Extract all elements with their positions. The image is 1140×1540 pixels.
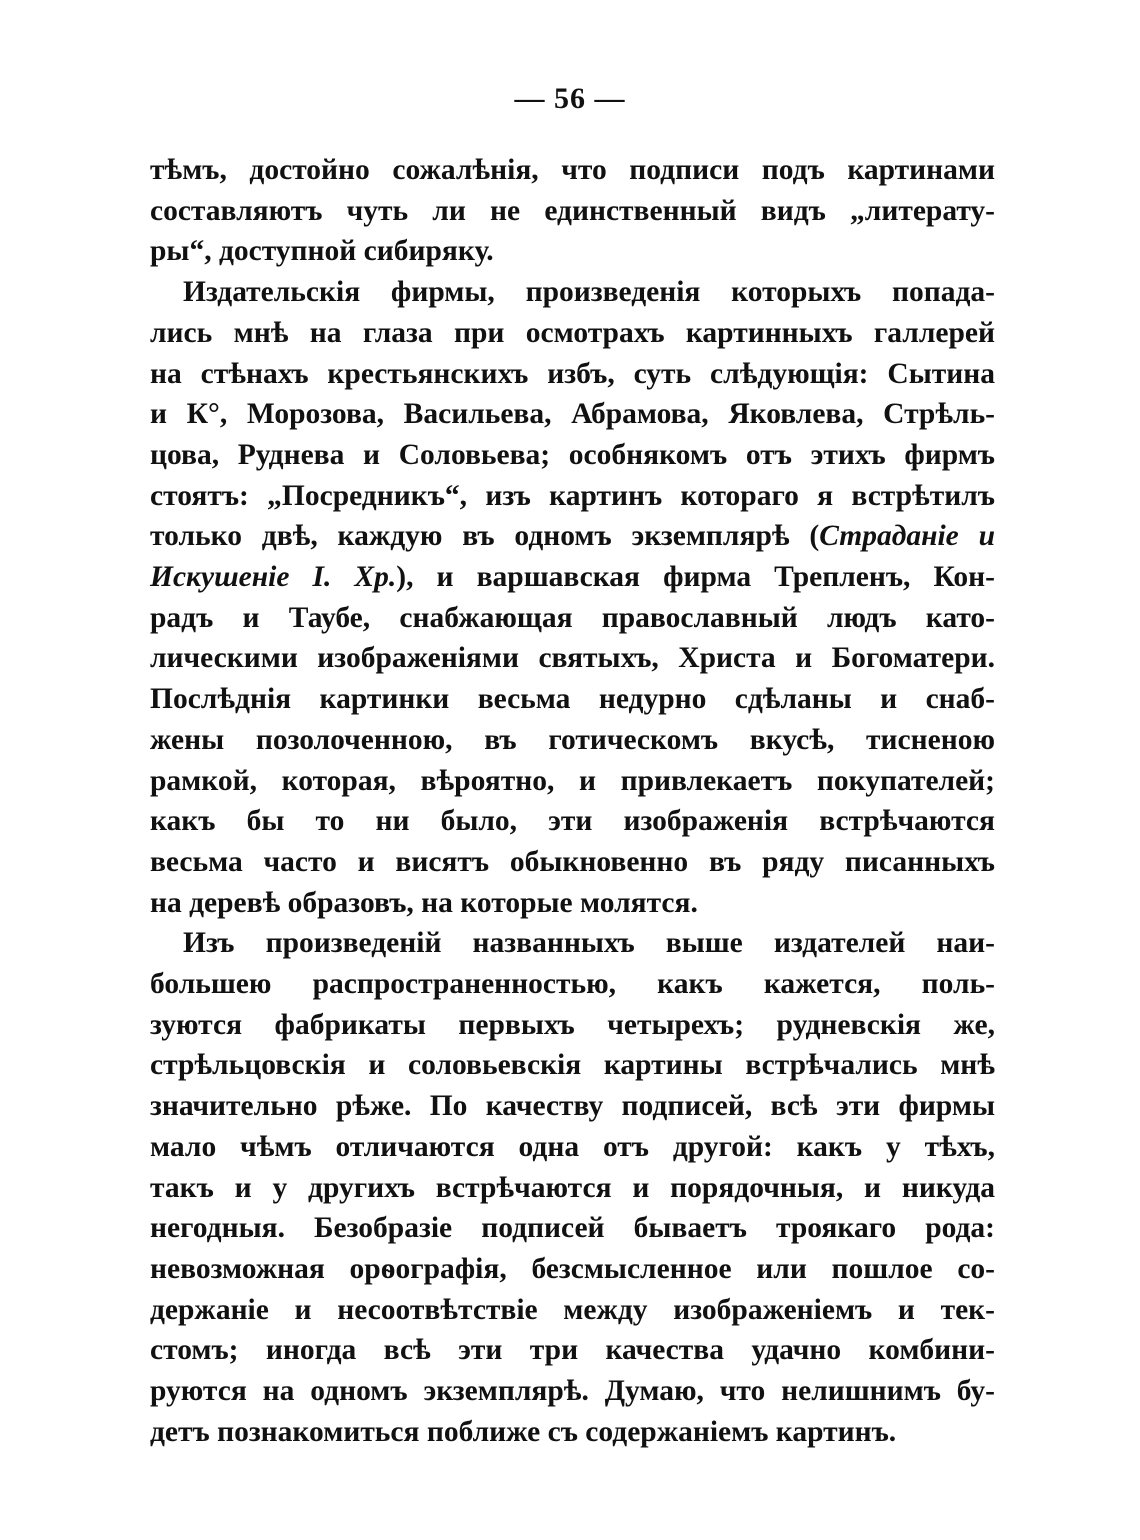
- text-line: на стѣнахъ крестьянскихъ избъ, суть слѣдующія: Сытина: [150, 357, 995, 390]
- text-line: и К°, Морозова, Васильева, Абрамова, Яковлева, Стрѣль-: [150, 398, 995, 431]
- text-line: мало чѣмъ отличаются одна отъ другой: какъ у тѣхъ,: [150, 1130, 995, 1163]
- text-line: Послѣднія картинки весьма недурно сдѣланы и снаб-: [150, 683, 995, 716]
- text-line: Издательскія фирмы, произведенія которыхъ попада-: [183, 276, 995, 309]
- text-line: весьма часто и висятъ обыкновенно въ ряду писанныхъ: [150, 845, 995, 878]
- italic-title: Искушеніе I. Хр.: [150, 561, 397, 594]
- text-line: держаніе и несоотвѣтствіе между изображеніемъ и тек-: [150, 1293, 995, 1326]
- text-line: лись мнѣ на глаза при осмотрахъ картинныхъ галлерей: [150, 316, 995, 349]
- text-line: стомъ; иногда всѣ эти три качества удачно комбини-: [150, 1334, 995, 1367]
- text-line: составляютъ чуть ли не единственный видъ „литерату-: [150, 194, 995, 227]
- text-line: какъ бы то ни было, эти изображенія встрѣчаются: [150, 805, 995, 838]
- text-line: большею распространенностью, какъ кажется, поль-: [150, 968, 995, 1001]
- text-line: тѣмъ, достойно сожалѣнія, что подписи подъ картинами: [150, 154, 995, 186]
- text-line: цова, Руднева и Соловьева; особнякомъ отъ этихъ фирмъ: [150, 438, 995, 471]
- text-line: невозможная орѳографія, безсмысленное или пошлое со-: [150, 1252, 995, 1285]
- text-line: детъ познакомиться поближе съ содержаніемъ картинъ.: [150, 1415, 897, 1448]
- italic-title: Страданіе и: [819, 520, 995, 553]
- text-line: стрѣльцовскія и соловьевскія картины встрѣчались мнѣ: [150, 1049, 995, 1082]
- page-number: — 56 —: [514, 82, 626, 115]
- text-line: рамкой, которая, вѣроятно, и привлекаетъ покупателей;: [150, 764, 995, 797]
- text-line: радъ и Таубе, снабжающая православный людъ като-: [150, 601, 995, 634]
- text-line: зуются фабрикаты первыхъ четырехъ; рудневскія же,: [150, 1008, 995, 1041]
- text-line: негодныя. Безобразіе подписей бываетъ троякаго рода:: [150, 1212, 995, 1245]
- text-line: стоятъ: „Посредникъ“, изъ картинъ котораго я встрѣтилъ: [150, 479, 995, 512]
- body-text: [150, 150, 995, 1453]
- text-line: на деревѣ образовъ, на которые молятся.: [150, 886, 698, 919]
- text-line: значительно рѣже. По качеству подписей, всѣ эти фирмы: [150, 1090, 995, 1123]
- text-line: Изъ произведеній названныхъ выше издателей наи-: [183, 927, 995, 960]
- text-line: лическими изображеніями святыхъ, Христа и Богоматери.: [150, 642, 995, 675]
- text-line: руются на одномъ экземплярѣ. Думаю, что нелишнимъ бу-: [150, 1375, 995, 1408]
- text-line: жены позолоченною, въ готическомъ вкусѣ, тисненою: [150, 723, 995, 756]
- text-line: только двѣ, каждую въ одномъ экземплярѣ (Страданіе и: [150, 520, 995, 553]
- text-line: Искушеніе I. Хр.), и варшавская фирма Трепленъ, Кон-: [150, 561, 996, 594]
- text-line: такъ и у другихъ встрѣчаются и порядочныя, и никуда: [150, 1171, 995, 1204]
- text-line: ры“, доступной сибиряку.: [150, 235, 494, 268]
